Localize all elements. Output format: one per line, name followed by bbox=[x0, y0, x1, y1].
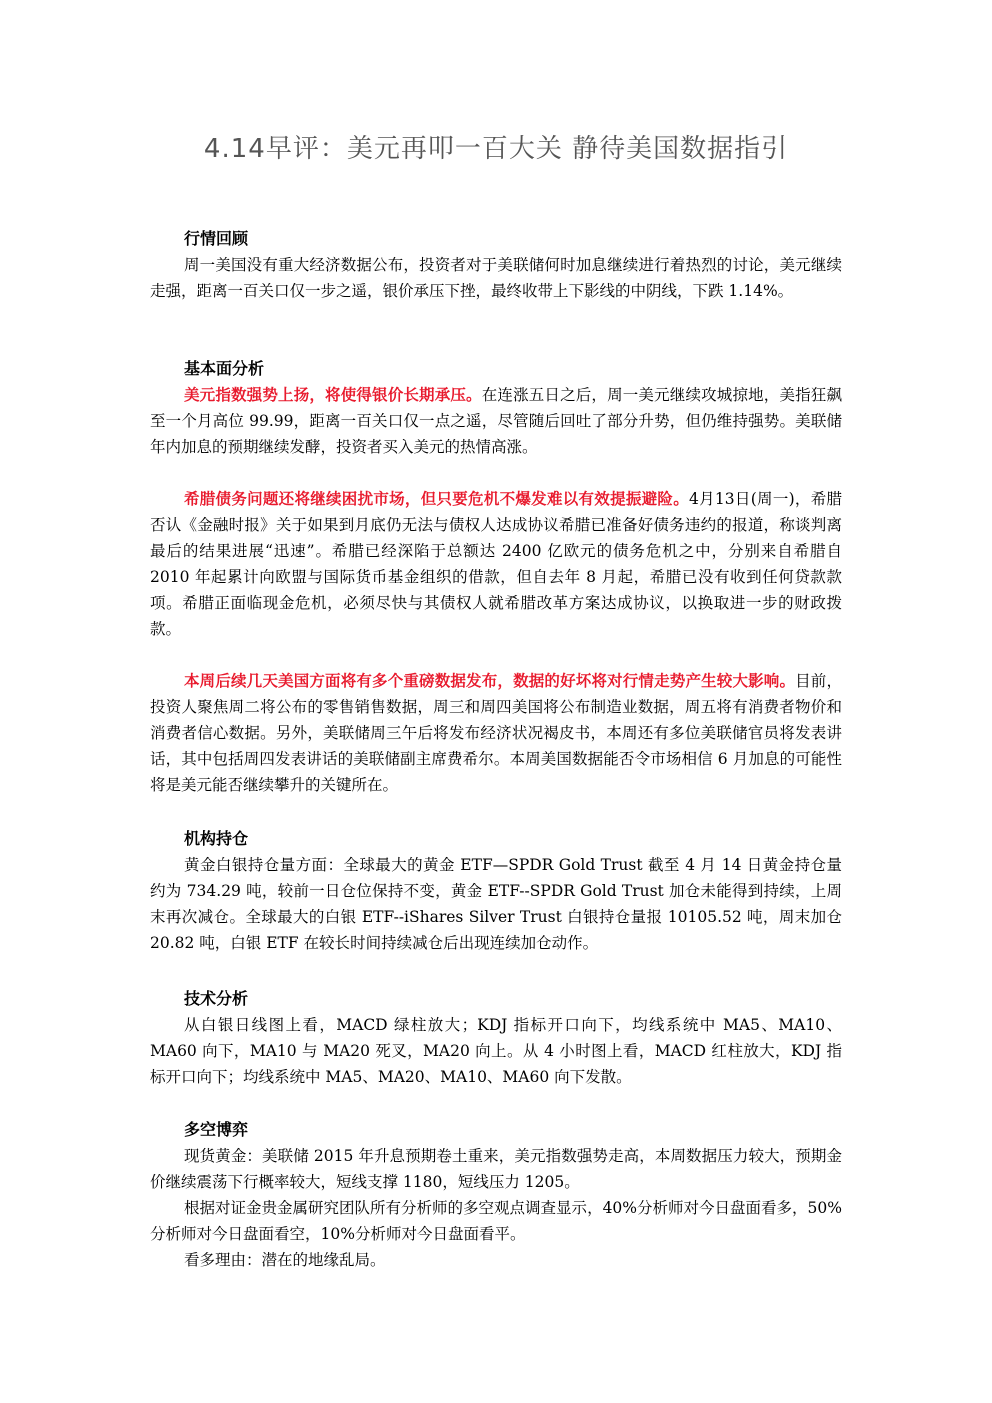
paragraph-text: 在连涨五日之后，周一美元继续攻城掠地，美指狂飙至一个月高位 99.99，距离一百关口仅一点之遥，尽管随后回吐了部分升势，但仍维持强势。美联储年内加息的预期继续发酵，投资者买入美元的热情高涨。 bbox=[150, 386, 842, 456]
section-institutional-positions bbox=[150, 826, 842, 956]
highlight-text: 希腊债务问题还将继续困扰市场，但只要危机不爆发难以有效提振避险。 bbox=[184, 490, 689, 508]
section-heading: 行情回顾 bbox=[184, 229, 249, 248]
paragraph bbox=[150, 382, 842, 460]
page-title: 4.14早评：美元再叩一百大关 静待美国数据指引 bbox=[203, 134, 789, 164]
paragraph: 看多理由：潜在的地缘乱局。 bbox=[184, 1251, 386, 1269]
paragraph: 根据对证金贵金属研究团队所有分析师的多空观点调查显示，40%分析师对今日盘面看多，50%分析师对今日盘面看空，10%分析师对今日盘面看平。 bbox=[150, 1199, 842, 1243]
section-heading: 技术分析 bbox=[184, 989, 249, 1008]
paragraph: 从白银日线图上看，MACD 绿柱放大；KDJ 指标开口向下，均线系统中 MA5、MA10、MA60 向下，MA10 与 MA20 死叉，MA20 向上。从 4 小时图上看，MACD 红柱放大，KDJ 指标开口向下；均线系统中 MA5、MA20、MA10、MA60 向下发散。 bbox=[150, 1016, 842, 1086]
paragraph: 现货黄金：美联储 2015 年升息预期卷土重来，美元指数强势走高，本周数据压力较大，预期金价继续震荡下行概率较大，短线支撑 1180，短线压力 1205。 bbox=[150, 1147, 842, 1191]
highlight-text: 美元指数强势上扬，将使得银价长期承压。 bbox=[184, 386, 482, 404]
section-fundamental-analysis bbox=[150, 356, 842, 798]
paragraph-text: 目前，投资人聚焦周二将公布的零售销售数据，周三和周四美国将公布制造业数据，周五将有消费者物价和消费者信心数据。另外，美联储周三午后将发布经济状况褐皮书，本周还有多位美联储官员将发表讲话，其中包括周四发表讲话的美联储副主席费希尔。本周美国数据能否令市场相信 6 月加息的可能性将是美元能否继续攀升的关键所在。 bbox=[150, 672, 842, 794]
paragraph: 黄金白银持仓量方面：全球最大的黄金 ETF—SPDR Gold Trust 截至 4 月 14 日黄金持仓量约为 734.29 吨，较前一日仓位保持不变，黄金 ETF--SPDR Gold Trust 加仓未能得到持续，上周末再次减仓。全球最大的白银 ETF--iShares Silver Trust 白银持仓量报 10105.52 吨，周末加仓 20.82 吨，白银 ETF 在较长时间持续减仓后出现连续加仓动作。 bbox=[150, 856, 842, 952]
paragraph-text: 4月13日(周一)，希腊否认《金融时报》关于如果到月底仍无法与债权人达成协议希腊已准备好债务违约的报道，称谈判离最后的结果进展“迅速”。希腊已经深陷于总额达 2400 亿欧元的债务危机之中，分别来自希腊自 2010 年起累计向欧盟与国际货币基金组织的借款，但自去年 8 月起，希腊已没有收到任何贷款款项。希腊正面临现金危机，必须尽快与其债权人就希腊改革方案达成协议，以换取进一步的财政拨款。 bbox=[150, 490, 842, 638]
section-market-review bbox=[150, 226, 842, 304]
section-heading: 多空博弈 bbox=[184, 1120, 249, 1139]
section-long-short-game bbox=[150, 1117, 842, 1273]
section-technical-analysis bbox=[150, 986, 842, 1090]
highlight-text: 本周后续几天美国方面将有多个重磅数据发布，数据的好坏将对行情走势产生较大影响。 bbox=[184, 672, 796, 690]
paragraph bbox=[150, 486, 842, 642]
section-heading: 基本面分析 bbox=[184, 359, 265, 378]
paragraph bbox=[150, 668, 842, 798]
section-heading: 机构持仓 bbox=[184, 829, 249, 848]
paragraph: 周一美国没有重大经济数据公布，投资者对于美联储何时加息继续进行着热烈的讨论，美元继续走强，距离一百关口仅一步之遥，银价承压下挫，最终收带上下影线的中阴线，下跌 1.14%。 bbox=[150, 256, 842, 300]
